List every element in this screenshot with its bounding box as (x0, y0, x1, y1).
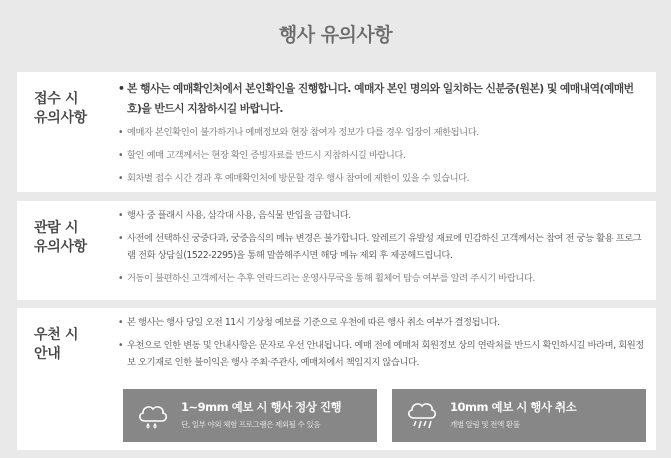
notice-title: 1~9mm 예보 시 행사 정상 진행 (181, 400, 342, 414)
heavy-rain-cloud-icon (405, 399, 439, 435)
list-item: • 사전에 선택하신 궁중다과, 궁중음식의 메뉴 변경은 불가합니다. 알레르기 유발성 재료에 민감하신 고객께서는 참여 전 궁능 활용 프로그램 전화 상담실(1522-2295)을 통해 말씀해주시면 해당 메뉴 제외 후 제공해드립니다. (118, 230, 644, 264)
notice-subtitle: 단, 일부 야외 체험 프로그램은 제외될 수 있음 (181, 420, 321, 429)
section-items (118, 314, 644, 377)
heavy-rain-notice (392, 389, 646, 442)
light-rain-notice (123, 389, 377, 442)
section-label: 접수 시 유의사항 (34, 91, 87, 126)
list-item: • 회차별 접수 시간 경과 후 예매확인처에 방문할 경우 행사 참여에 제한이 있을 수 있습니다. (118, 170, 644, 187)
section-label: 우천 시 안내 (34, 327, 79, 362)
section-items (118, 79, 644, 193)
notice-title: 10mm 예보 시 행사 취소 (450, 400, 577, 414)
section-viewing-notice (17, 201, 656, 300)
section-label: 관람 시 유의사항 (34, 220, 87, 255)
list-item: • 본 행사는 예매확인처에서 본인확인을 진행합니다. 예매자 본인 명의와 일치하는 신분증(원본) 및 예매내역(예매번호)을 반드시 지참하시길 바랍니다. (118, 79, 644, 119)
section-items (118, 207, 644, 293)
section-registration-notice (17, 72, 656, 192)
list-item: • 행사 중 플래시 사용, 삼각대 사용, 음식물 반입을 금합니다. (118, 207, 644, 224)
list-item: • 우천으로 인한 변동 및 안내사항은 문자로 우선 안내됩니다. 예매 전에 예매처 회원정보 상의 연락처를 반드시 확인하시길 바라며, 회원정보 오기재로 인한 불이익은 행사 주최·주관사, 예매처에서 책임지지 않습니다. (118, 337, 644, 371)
list-item: • 할인 예매 고객께서는 현장 확인 증빙자료를 반드시 지참하시길 바랍니다. (118, 147, 644, 164)
notice-subtitle: 개별 알림 및 전액 환불 (450, 420, 520, 429)
list-item: • 예매자 본인확인이 불가하거나 예매정보와 현장 참여자 정보가 다를 경우 입장이 제한됩니다. (118, 124, 644, 141)
page-title: 행사 유의사항 (278, 24, 393, 46)
light-rain-cloud-icon (136, 399, 170, 435)
list-item: • 본 행사는 행사 당일 오전 11시 기상청 예보를 기준으로 우천에 따른 행사 취소 여부가 결정됩니다. (118, 314, 644, 331)
section-rain-notice (17, 308, 656, 450)
list-item: • 거동이 불편하신 고객께서는 추후 연락드리는 운영사무국을 통해 휠체어 탑승 여부를 알려 주시기 바랍니다. (118, 270, 644, 287)
